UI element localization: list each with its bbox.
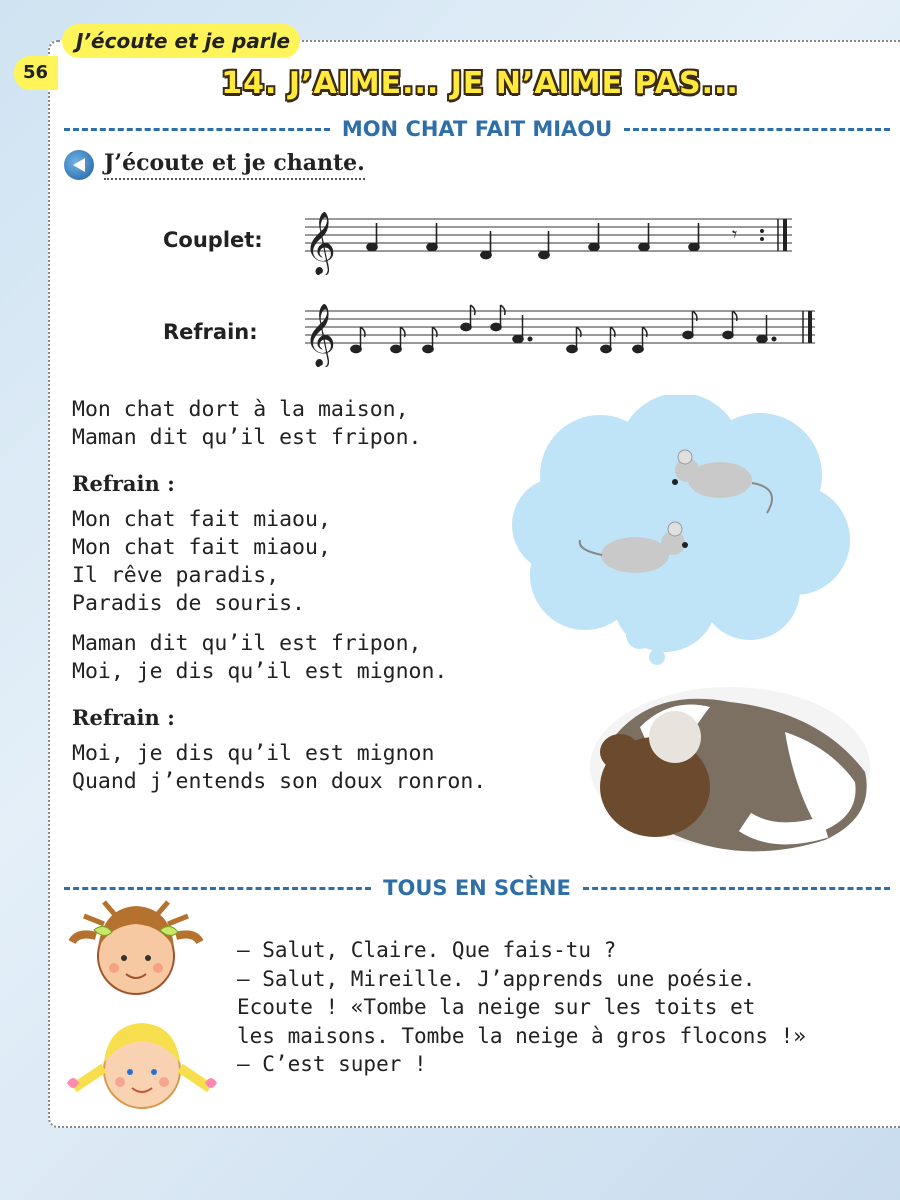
stanza-4 (72, 740, 592, 796)
treble-clef-icon: 𝄞 (304, 211, 336, 274)
lyric-line: Il rêve paradis, (72, 563, 280, 588)
divider-line-right (583, 887, 890, 890)
page-number: 56 (14, 56, 58, 90)
scene-heading: TOUS EN SCÈNE (383, 876, 571, 900)
refrain-label: Refrain: (163, 320, 258, 344)
divider-line-right (624, 128, 890, 131)
lyric-line: Mon chat fait miaou, (72, 535, 331, 560)
dialogue-line: Ecoute ! «Tombe la neige sur les toits et (237, 995, 756, 1019)
lyric-line: Paradis de souris. (72, 591, 305, 616)
refrain-heading: Refrain : (72, 705, 175, 730)
lyric-line: Maman dit qu’il est fripon, (72, 631, 422, 656)
section-tab: J’écoute et je parle (62, 24, 300, 58)
dialogue-line: — Salut, Claire. Que fais-tu ? (237, 938, 617, 962)
listen-instruction (64, 150, 365, 180)
lyric-line: Mon chat dort à la maison, (72, 397, 409, 422)
lesson-title: 14. J’AIME... JE N’AIME PAS... (221, 66, 739, 101)
treble-clef-icon: 𝄞 (304, 303, 336, 366)
lyric-line: Moi, je dis qu’il est mignon (72, 741, 435, 766)
lyric-line: Moi, je dis qu’il est mignon. (72, 659, 448, 684)
dialogue-line: les maisons. Tombe la neige à gros flocons !» (237, 1023, 806, 1048)
refrain-staff (300, 297, 820, 367)
divider-line-left (64, 128, 330, 131)
dialogue-line: — C’est super ! (237, 1052, 427, 1076)
lyric-line: Maman dit qu’il est fripon. (72, 425, 422, 450)
dialogue-line: — Salut, Mireille. J’apprends une poésie. (237, 966, 756, 991)
sleeping-cat-photo (580, 672, 880, 852)
svg-text:𝄾: 𝄾 (732, 222, 738, 246)
couplet-label: Couplet: (163, 228, 263, 252)
refrain-heading: Refrain : (72, 471, 175, 496)
dream-cloud-illustration (505, 395, 855, 670)
instruction-text: J’écoute et je chante. (104, 150, 365, 180)
speaker-icon[interactable] (64, 150, 94, 180)
lyric-line: Mon chat fait miaou, (72, 507, 331, 532)
song-divider (64, 118, 890, 140)
girl-claire-illustration (66, 886, 206, 1001)
girl-mireille-illustration (62, 1008, 222, 1118)
lyric-line: Quand j’entends son doux ronron. (72, 769, 487, 794)
scene-dialogue (237, 936, 887, 1079)
couplet-staff (300, 205, 800, 275)
song-heading: MON CHAT FAIT MIAOU (341, 117, 613, 141)
